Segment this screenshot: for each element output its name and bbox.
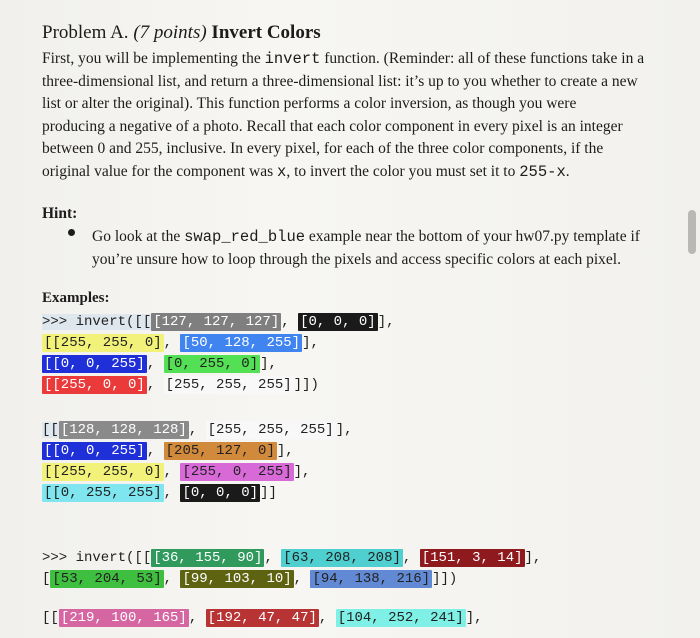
problem-description [42,48,682,183]
code-separator: , [146,356,164,372]
code-separator: , [281,314,299,330]
inline-code: swap_red_blue [184,228,306,246]
color-chip: [128, 128, 128] [60,422,187,438]
example-1-input [42,312,395,396]
text-span: , to invert the color you must set it to [286,162,520,180]
color-chip: [50, 128, 255] [182,335,301,351]
hint-title: Hint: [42,205,78,222]
code-separator: ]]) [293,377,319,393]
code-separator: , [146,443,164,459]
code-separator: , [163,464,181,480]
description-line: between 0 and 255, inclusive. In every pixel, for each of the three color components, if the [42,140,604,157]
code-line [42,483,353,504]
repl-prompt: >>> invert([[ [42,550,152,566]
text-span: original value for the component was [42,162,278,180]
color-chip: [104, 252, 241] [337,610,464,626]
code-separator: ], [377,314,395,330]
code-separator: , [163,335,181,351]
code-separator: , [163,485,181,501]
code-separator: ], [293,464,311,480]
color-chip: [205, 127, 0] [165,443,275,459]
code-separator: , [146,377,164,393]
code-line [42,548,541,569]
code-separator: , [402,550,420,566]
color-chip: [0, 0, 0] [182,485,259,501]
code-line [42,462,353,483]
problem-title [42,22,321,44]
repl-prompt: >>> invert([[ [42,314,152,330]
code-separator: , [163,571,181,587]
code-line [42,375,395,396]
example-2-output [42,608,483,629]
examples-title: Examples: [42,290,110,306]
code-separator: ]]) [432,571,458,587]
code-separator: [ [42,571,51,587]
color-chip: [0, 0, 0] [300,314,376,330]
hint-line: you’re unsure how to loop through the pixels and access specific colors at each pixel. [92,250,621,268]
color-chip: [[255, 255, 0] [44,335,162,351]
code-separator: , [318,610,336,626]
color-chip: [255, 255, 255] [165,377,292,393]
code-line [42,333,395,354]
problem-points: (7 points) [133,22,207,43]
description-line [42,48,682,71]
code-separator: ], [302,335,319,351]
description-line: producing a negative of a photo. Recall that each color component in every pixel is an integer [42,117,623,135]
color-chip: [99, 103, 10] [182,571,292,587]
hint-text [92,226,640,271]
code-separator: [[ [42,422,59,438]
color-chip: [255, 0, 255] [182,464,292,480]
code-line [42,354,395,375]
color-chip: [[255, 255, 0] [44,464,162,480]
code-separator: , [264,550,282,566]
code-line [42,608,483,629]
description-line: three-dimensional list, and return a three-dimensional list: it’s up to you whether to create a new [42,72,638,90]
code-line [42,420,353,441]
bullet-icon [68,229,75,236]
color-chip: [[0, 255, 255] [44,485,162,501]
color-chip: [127, 127, 127] [153,314,280,330]
text-span: First, you will be implementing the [42,50,265,67]
problem-prefix: Problem A. [42,22,134,43]
color-chip: [[0, 0, 255] [44,443,145,459]
color-chip: [94, 138, 216] [312,571,431,587]
code-line [42,569,541,590]
color-chip: [36, 155, 90] [153,550,263,566]
code-separator: ], [335,422,353,438]
color-chip: [[0, 0, 255] [44,356,145,372]
hint-line [92,226,640,249]
text-span: Go look at the [92,228,185,245]
color-chip: [151, 3, 14] [421,550,523,566]
code-separator: [[ [42,610,59,626]
description-line [42,161,682,184]
code-separator: , [293,571,311,587]
inline-code: 255-x [519,162,566,181]
code-line [42,441,353,462]
code-separator: ], [260,356,277,372]
text-span: . [565,162,570,180]
inline-code: invert [264,50,321,68]
code-separator: ], [465,610,483,626]
scrollbar-thumb[interactable] [688,210,696,254]
code-separator: ]] [260,485,277,501]
color-chip: [192, 47, 47] [207,610,317,626]
color-chip: [[255, 0, 0] [44,377,145,393]
problem-name: Invert Colors [206,22,321,43]
example-2-input [42,548,541,590]
color-chip: [63, 208, 208] [283,550,401,566]
color-chip: [53, 204, 53] [52,571,162,587]
code-line [42,312,395,333]
color-chip: [0, 255, 0] [165,356,259,372]
code-separator: ], [524,550,542,566]
color-chip: [255, 255, 255] [207,422,334,438]
code-separator: , [188,610,206,626]
code-separator: , [188,422,206,438]
inline-code: x [277,162,287,181]
text-span: example near the bottom of your hw07.py template if [305,228,640,245]
example-1-output [42,420,353,504]
code-separator: ], [276,443,294,459]
description-line: list or alter the original). This function performs a color inversion, as though you were [42,95,577,112]
color-chip: [219, 100, 165] [60,610,187,626]
text-span: function. (Reminder: all of these functions take in a [320,50,645,67]
